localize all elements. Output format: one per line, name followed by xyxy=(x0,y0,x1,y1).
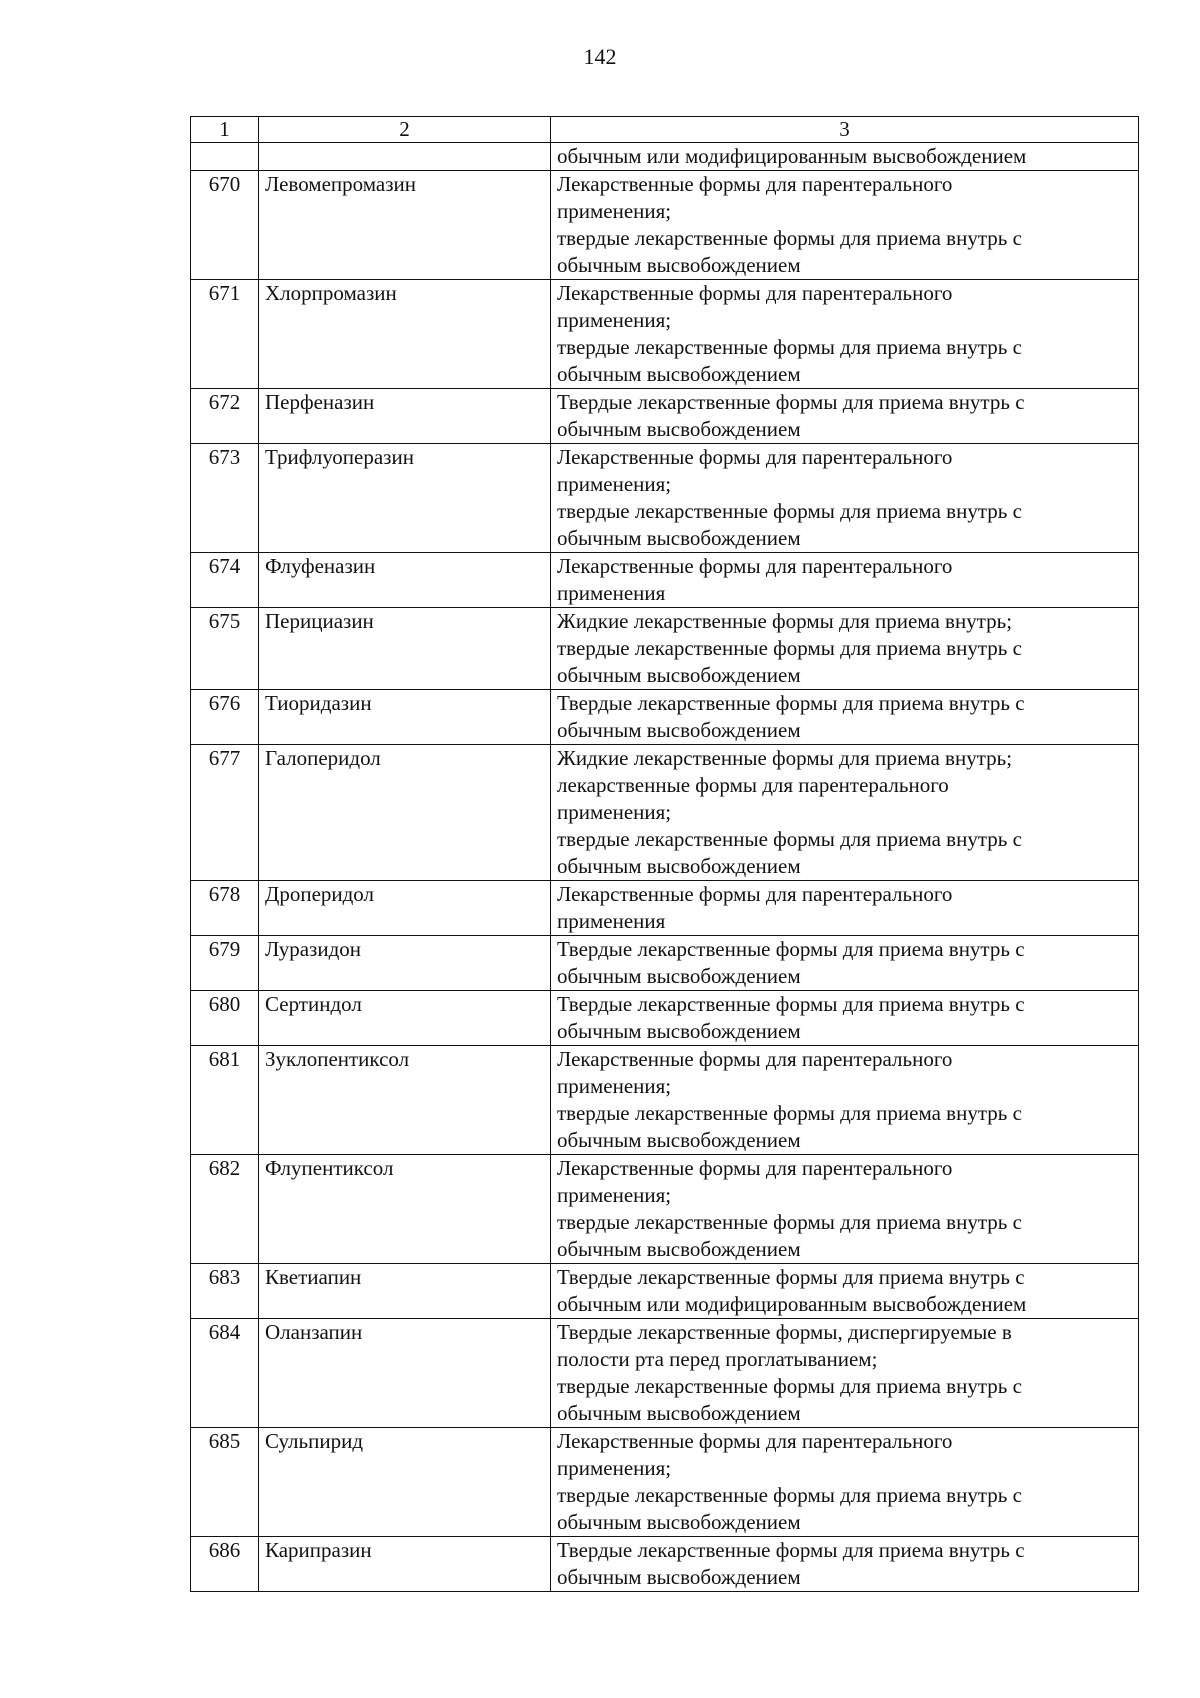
row-number xyxy=(191,143,259,171)
row-number: 685 xyxy=(191,1428,259,1537)
drug-name: Хлорпромазин xyxy=(259,280,551,389)
dosage-forms: Лекарственные формы для парентерального применения xyxy=(551,881,1139,936)
table-header-row xyxy=(191,117,1139,143)
column-header-2: 2 xyxy=(259,117,551,143)
drug-name: Оланзапин xyxy=(259,1319,551,1428)
column-header-3: 3 xyxy=(551,117,1139,143)
dosage-forms: Жидкие лекарственные формы для приема внутрь; лекарственные формы для парентерального применения; твердые лекарственные формы для приема внутрь с обычным высвобождением xyxy=(551,745,1139,881)
dosage-forms: обычным или модифицированным высвобождением xyxy=(551,143,1139,171)
row-number: 681 xyxy=(191,1046,259,1155)
row-number: 684 xyxy=(191,1319,259,1428)
table-row xyxy=(191,1537,1139,1592)
row-number: 679 xyxy=(191,936,259,991)
dosage-forms: Лекарственные формы для парентерального применения xyxy=(551,553,1139,608)
drug-name: Карипразин xyxy=(259,1537,551,1592)
drug-name: Перфеназин xyxy=(259,389,551,444)
dosage-forms: Твердые лекарственные формы, диспергируемые в полости рта перед проглатыванием; твердые лекарственные формы для приема внутрь с обычным высвобождением xyxy=(551,1319,1139,1428)
table-row xyxy=(191,444,1139,553)
row-number: 680 xyxy=(191,991,259,1046)
drug-name xyxy=(259,143,551,171)
dosage-forms: Лекарственные формы для парентерального применения; твердые лекарственные формы для приема внутрь с обычным высвобождением xyxy=(551,1155,1139,1264)
column-header-1: 1 xyxy=(191,117,259,143)
table-row xyxy=(191,936,1139,991)
drug-name: Перициазин xyxy=(259,608,551,690)
dosage-forms: Твердые лекарственные формы для приема внутрь с обычным или модифицированным высвобождением xyxy=(551,1264,1139,1319)
drug-table xyxy=(190,116,1139,1592)
table-row xyxy=(191,280,1139,389)
dosage-forms: Твердые лекарственные формы для приема внутрь с обычным высвобождением xyxy=(551,991,1139,1046)
page-number: 142 xyxy=(583,44,617,69)
drug-name: Дроперидол xyxy=(259,881,551,936)
dosage-forms: Твердые лекарственные формы для приема внутрь с обычным высвобождением xyxy=(551,690,1139,745)
row-number: 682 xyxy=(191,1155,259,1264)
table-row xyxy=(191,745,1139,881)
table-row xyxy=(191,1046,1139,1155)
dosage-forms: Твердые лекарственные формы для приема внутрь с обычным высвобождением xyxy=(551,1537,1139,1592)
row-number: 672 xyxy=(191,389,259,444)
drug-name: Кветиапин xyxy=(259,1264,551,1319)
table-row xyxy=(191,1319,1139,1428)
drug-name: Зуклопентиксол xyxy=(259,1046,551,1155)
continuation-row xyxy=(191,143,1139,171)
table-body xyxy=(191,143,1139,1592)
dosage-forms: Твердые лекарственные формы для приема внутрь с обычным высвобождением xyxy=(551,389,1139,444)
row-number: 686 xyxy=(191,1537,259,1592)
dosage-forms: Жидкие лекарственные формы для приема внутрь; твердые лекарственные формы для приема внутрь с обычным высвобождением xyxy=(551,608,1139,690)
table-row xyxy=(191,389,1139,444)
drug-name: Тиоридазин xyxy=(259,690,551,745)
drug-name: Флупентиксол xyxy=(259,1155,551,1264)
drug-name: Галоперидол xyxy=(259,745,551,881)
row-number: 677 xyxy=(191,745,259,881)
row-number: 676 xyxy=(191,690,259,745)
drug-name: Флуфеназин xyxy=(259,553,551,608)
table-row xyxy=(191,608,1139,690)
dosage-forms: Лекарственные формы для парентерального применения; твердые лекарственные формы для приема внутрь с обычным высвобождением xyxy=(551,1428,1139,1537)
drug-name: Трифлуоперазин xyxy=(259,444,551,553)
table-row xyxy=(191,1428,1139,1537)
table-row xyxy=(191,553,1139,608)
row-number: 683 xyxy=(191,1264,259,1319)
row-number: 674 xyxy=(191,553,259,608)
drug-name: Сульпирид xyxy=(259,1428,551,1537)
drug-name: Луразидон xyxy=(259,936,551,991)
dosage-forms: Лекарственные формы для парентерального применения; твердые лекарственные формы для приема внутрь с обычным высвобождением xyxy=(551,444,1139,553)
table-row xyxy=(191,171,1139,280)
drug-name: Левомепромазин xyxy=(259,171,551,280)
table-row xyxy=(191,690,1139,745)
table-row xyxy=(191,1155,1139,1264)
row-number: 675 xyxy=(191,608,259,690)
table-row xyxy=(191,881,1139,936)
dosage-forms: Твердые лекарственные формы для приема внутрь с обычным высвобождением xyxy=(551,936,1139,991)
dosage-forms: Лекарственные формы для парентерального применения; твердые лекарственные формы для приема внутрь с обычным высвобождением xyxy=(551,171,1139,280)
dosage-forms: Лекарственные формы для парентерального применения; твердые лекарственные формы для приема внутрь с обычным высвобождением xyxy=(551,280,1139,389)
drug-name: Сертиндол xyxy=(259,991,551,1046)
row-number: 670 xyxy=(191,171,259,280)
dosage-forms: Лекарственные формы для парентерального применения; твердые лекарственные формы для приема внутрь с обычным высвобождением xyxy=(551,1046,1139,1155)
table-row xyxy=(191,991,1139,1046)
table-row xyxy=(191,1264,1139,1319)
row-number: 678 xyxy=(191,881,259,936)
row-number: 673 xyxy=(191,444,259,553)
row-number: 671 xyxy=(191,280,259,389)
